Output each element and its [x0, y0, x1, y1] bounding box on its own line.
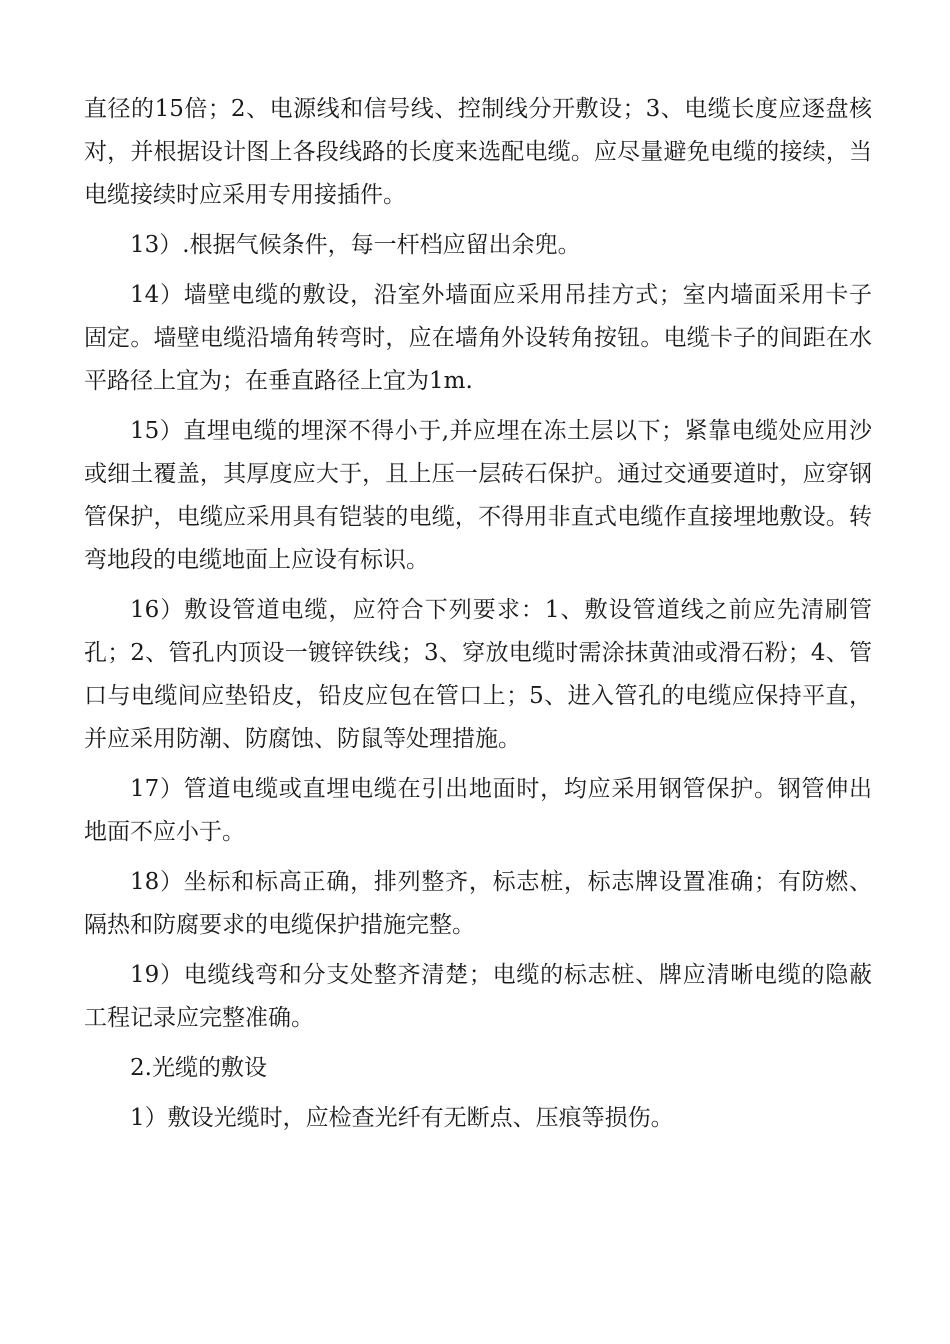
paragraph-optical-item-1: 1）敷设光缆时，应检查光纤有无断点、压痕等损伤。: [130, 1105, 674, 1131]
paragraph-item-16: 16）敷设管道电缆，应符合下列要求：1、敷设管道线之前应先清刷管孔；2、管孔内顶设一镀锌铁线；3、穿放电缆时需涂抹黄油或滑石粉；4、管口与电缆间应垫铅皮，铅皮应包在管口上；5、进入管孔的电缆应保持平直，并应采用防潮、防腐蚀、防鼠等处理措施。: [84, 597, 872, 752]
paragraph-item-15: 15）直埋电缆的埋深不得小于,并应埋在冻土层以下；紧靠电缆处应用沙或细土覆盖，其厚度应大于，且上压一层砖石保护。通过交通要道时，应穿钢管保护，电缆应采用具有铠装的电缆，不得用非直式电缆作直接埋地敷设。转弯地段的电缆地面上应设有标识。: [84, 418, 872, 573]
document-body: [84, 88, 872, 1147]
paragraph-continuation: 直径的15倍；2、电源线和信号线、控制线分开敷设；3、电缆长度应逐盘核对，并根据设计图上各段线路的长度来选配电缆。应尽量避免电缆的接续，当电缆接续时应采用专用接插件。: [84, 96, 872, 208]
paragraph-item-14: 14）墙壁电缆的敷设，沿室外墙面应采用吊挂方式；室内墙面采用卡子固定。墙壁电缆沿墙角转弯时，应在墙角外设转角按钮。电缆卡子的间距在水平路径上宜为；在垂直路径上宜为1m.: [84, 282, 872, 394]
section-heading-optical-cable: 2.光缆的敷设: [130, 1055, 267, 1081]
paragraph-item-17: 17）管道电缆或直埋电缆在引出地面时，均应采用钢管保护。钢管伸出地面不应小于。: [84, 776, 872, 845]
paragraph-item-19: 19）电缆线弯和分支处整齐清楚；电缆的标志桩、牌应清晰电缆的隐蔽工程记录应完整准确。: [84, 962, 872, 1031]
paragraph-item-18: 18）坐标和标高正确，排列整齐，标志桩，标志牌设置准确；有防燃、隔热和防腐要求的电缆保护措施完整。: [84, 869, 872, 938]
paragraph-item-13: 13）.根据气候条件，每一杆档应留出余兜。: [130, 232, 581, 258]
